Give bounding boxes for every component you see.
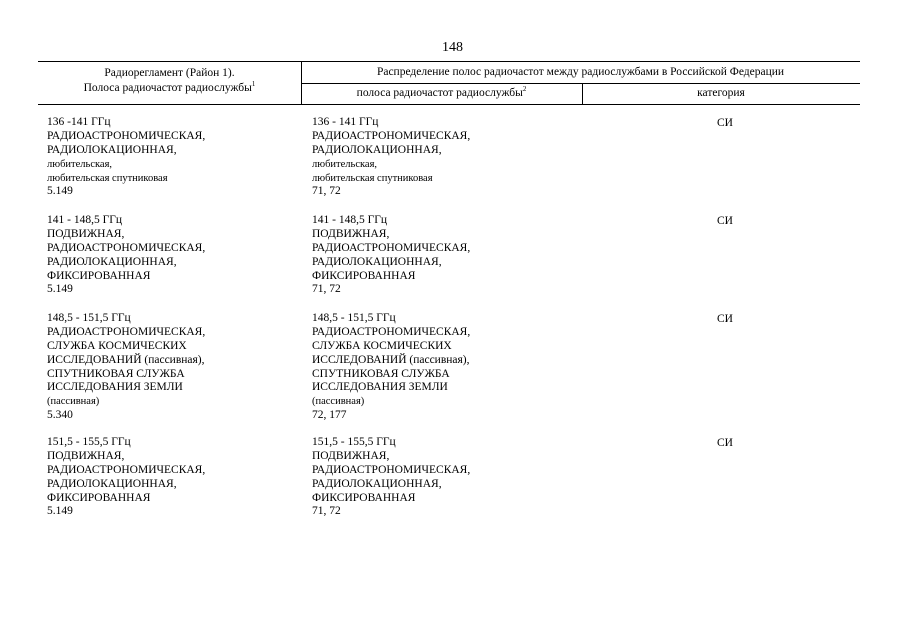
header-col-itu-line2 [38,81,301,96]
header-col-itu [38,66,301,96]
row-3-right-line: СПУТНИКОВАЯ СЛУЖБА [312,367,450,380]
row-1-right-band [312,116,470,199]
row-3-left-line: ИССЛЕДОВАНИЙ (пассивная), [47,353,205,366]
footnote-ref-2: 2 [522,85,527,94]
row-3-right-line: 148,5 - 151,5 ГГц [312,312,396,324]
row-2-category: СИ [717,215,733,227]
row-3-left-line: РАДИОАСТРОНОМИЧЕСКАЯ, [47,325,206,338]
row-2-right-line: ФИКСИРОВАННАЯ [312,269,416,282]
row-2-left-line: РАДИОАСТРОНОМИЧЕСКАЯ, [47,241,206,254]
row-3-right-line: РАДИОАСТРОНОМИЧЕСКАЯ, [312,325,471,338]
row-4-left-line: РАДИОЛОКАЦИОННАЯ, [47,477,177,490]
row-4-left-line: ПОДВИЖНАЯ, [47,449,125,462]
row-3-right-line: ИССЛЕДОВАНИЯ ЗЕМЛИ [312,381,448,394]
row-4-left-line: 151,5 - 155,5 ГГц [47,436,131,448]
row-2-left-line: ПОДВИЖНАЯ, [47,227,125,240]
row-3-left-line: 5.340 [47,409,73,422]
subheader-rule [301,83,860,84]
row-2-right-line: РАДИОЛОКАЦИОННАЯ, [312,255,442,268]
row-1-category: СИ [717,117,733,129]
footnote-ref-1: 1 [251,80,256,89]
row-1-left-line: любительская спутниковая [47,172,168,184]
row-3-right-band [312,312,470,423]
row-1-left-line: любительская, [47,158,113,170]
row-4-right-line: ПОДВИЖНАЯ, [312,449,390,462]
row-3-category: СИ [717,313,733,325]
page-number: 148 [442,40,463,55]
row-2-left-line: РАДИОЛОКАЦИОННАЯ, [47,255,177,268]
header-col-itu-line1: Радиорегламент (Район 1). [104,67,235,79]
row-2-right-line: РАДИОАСТРОНОМИЧЕСКАЯ, [312,241,471,254]
row-2-right-line: ПОДВИЖНАЯ, [312,227,390,240]
row-4-left-line: ФИКСИРОВАННАЯ [47,491,151,504]
row-3-left-line: СЛУЖБА КОСМИЧЕСКИХ [47,339,187,352]
row-4-right-line: 71, 72 [312,505,341,518]
row-4-right-line: ФИКСИРОВАННАЯ [312,491,416,504]
row-1-left-line: РАДИОЛОКАЦИОННАЯ, [47,143,177,156]
row-3-right-line: (пассивная) [312,396,365,408]
header-col-category: категория [697,87,745,99]
row-2-left-line: 141 - 148,5 ГГц [47,214,123,226]
row-3-left-line: СПУТНИКОВАЯ СЛУЖБА [47,367,185,380]
row-1-right-line: любительская спутниковая [312,172,433,184]
row-1-left-line: РАДИОАСТРОНОМИЧЕСКАЯ, [47,129,206,142]
row-3-left-line: ИССЛЕДОВАНИЯ ЗЕМЛИ [47,381,183,394]
row-1-right-line: 71, 72 [312,185,341,198]
row-3-left-band [47,312,205,423]
row-1-right-line: 136 - 141 ГГц [312,116,379,128]
header-bottom-rule [38,104,860,105]
row-3-right-line: СЛУЖБА КОСМИЧЕСКИХ [312,339,452,352]
row-1-right-line: РАДИОАСТРОНОМИЧЕСКАЯ, [312,129,471,142]
row-2-right-line: 141 - 148,5 ГГц [312,214,388,226]
row-4-right-line: 151,5 - 155,5 ГГц [312,436,396,448]
row-3-left-line: (пассивная) [47,396,100,408]
row-2-right-line: 71, 72 [312,283,341,296]
row-4-right-band [312,436,470,519]
row-2-right-band [312,214,470,297]
header-col-rf-title: Распределение полос радиочастот между радиослужбами в Российской Федерации [376,66,785,78]
row-1-left-line: 5.149 [47,185,73,198]
row-1-right-line: РАДИОЛОКАЦИОННАЯ, [312,143,442,156]
row-4-left-line: РАДИОАСТРОНОМИЧЕСКАЯ, [47,463,206,476]
header-col-rf-band-text: полоса радиочастот радиослужбы [356,87,523,99]
row-1-left-band [47,116,205,199]
row-2-left-line: ФИКСИРОВАННАЯ [47,269,151,282]
header-col-rf-band [301,86,582,101]
row-3-left-line: 148,5 - 151,5 ГГц [47,312,131,324]
row-1-right-line: любительская, [312,158,378,170]
row-4-right-line: РАДИОАСТРОНОМИЧЕСКАЯ, [312,463,471,476]
row-3-right-line: ИССЛЕДОВАНИЙ (пассивная), [312,353,470,366]
row-4-left-band [47,436,205,519]
row-4-category: СИ [717,437,733,449]
row-2-left-line: 5.149 [47,283,73,296]
header-col-itu-line2-text: Полоса радиочастот радиослужбы [83,82,252,94]
row-3-right-line: 72, 177 [312,409,347,422]
row-2-left-band [47,214,205,297]
table-top-rule [38,61,860,62]
row-4-right-line: РАДИОЛОКАЦИОННАЯ, [312,477,442,490]
row-1-left-line: 136 -141 ГГц [47,116,111,128]
row-4-left-line: 5.149 [47,505,73,518]
